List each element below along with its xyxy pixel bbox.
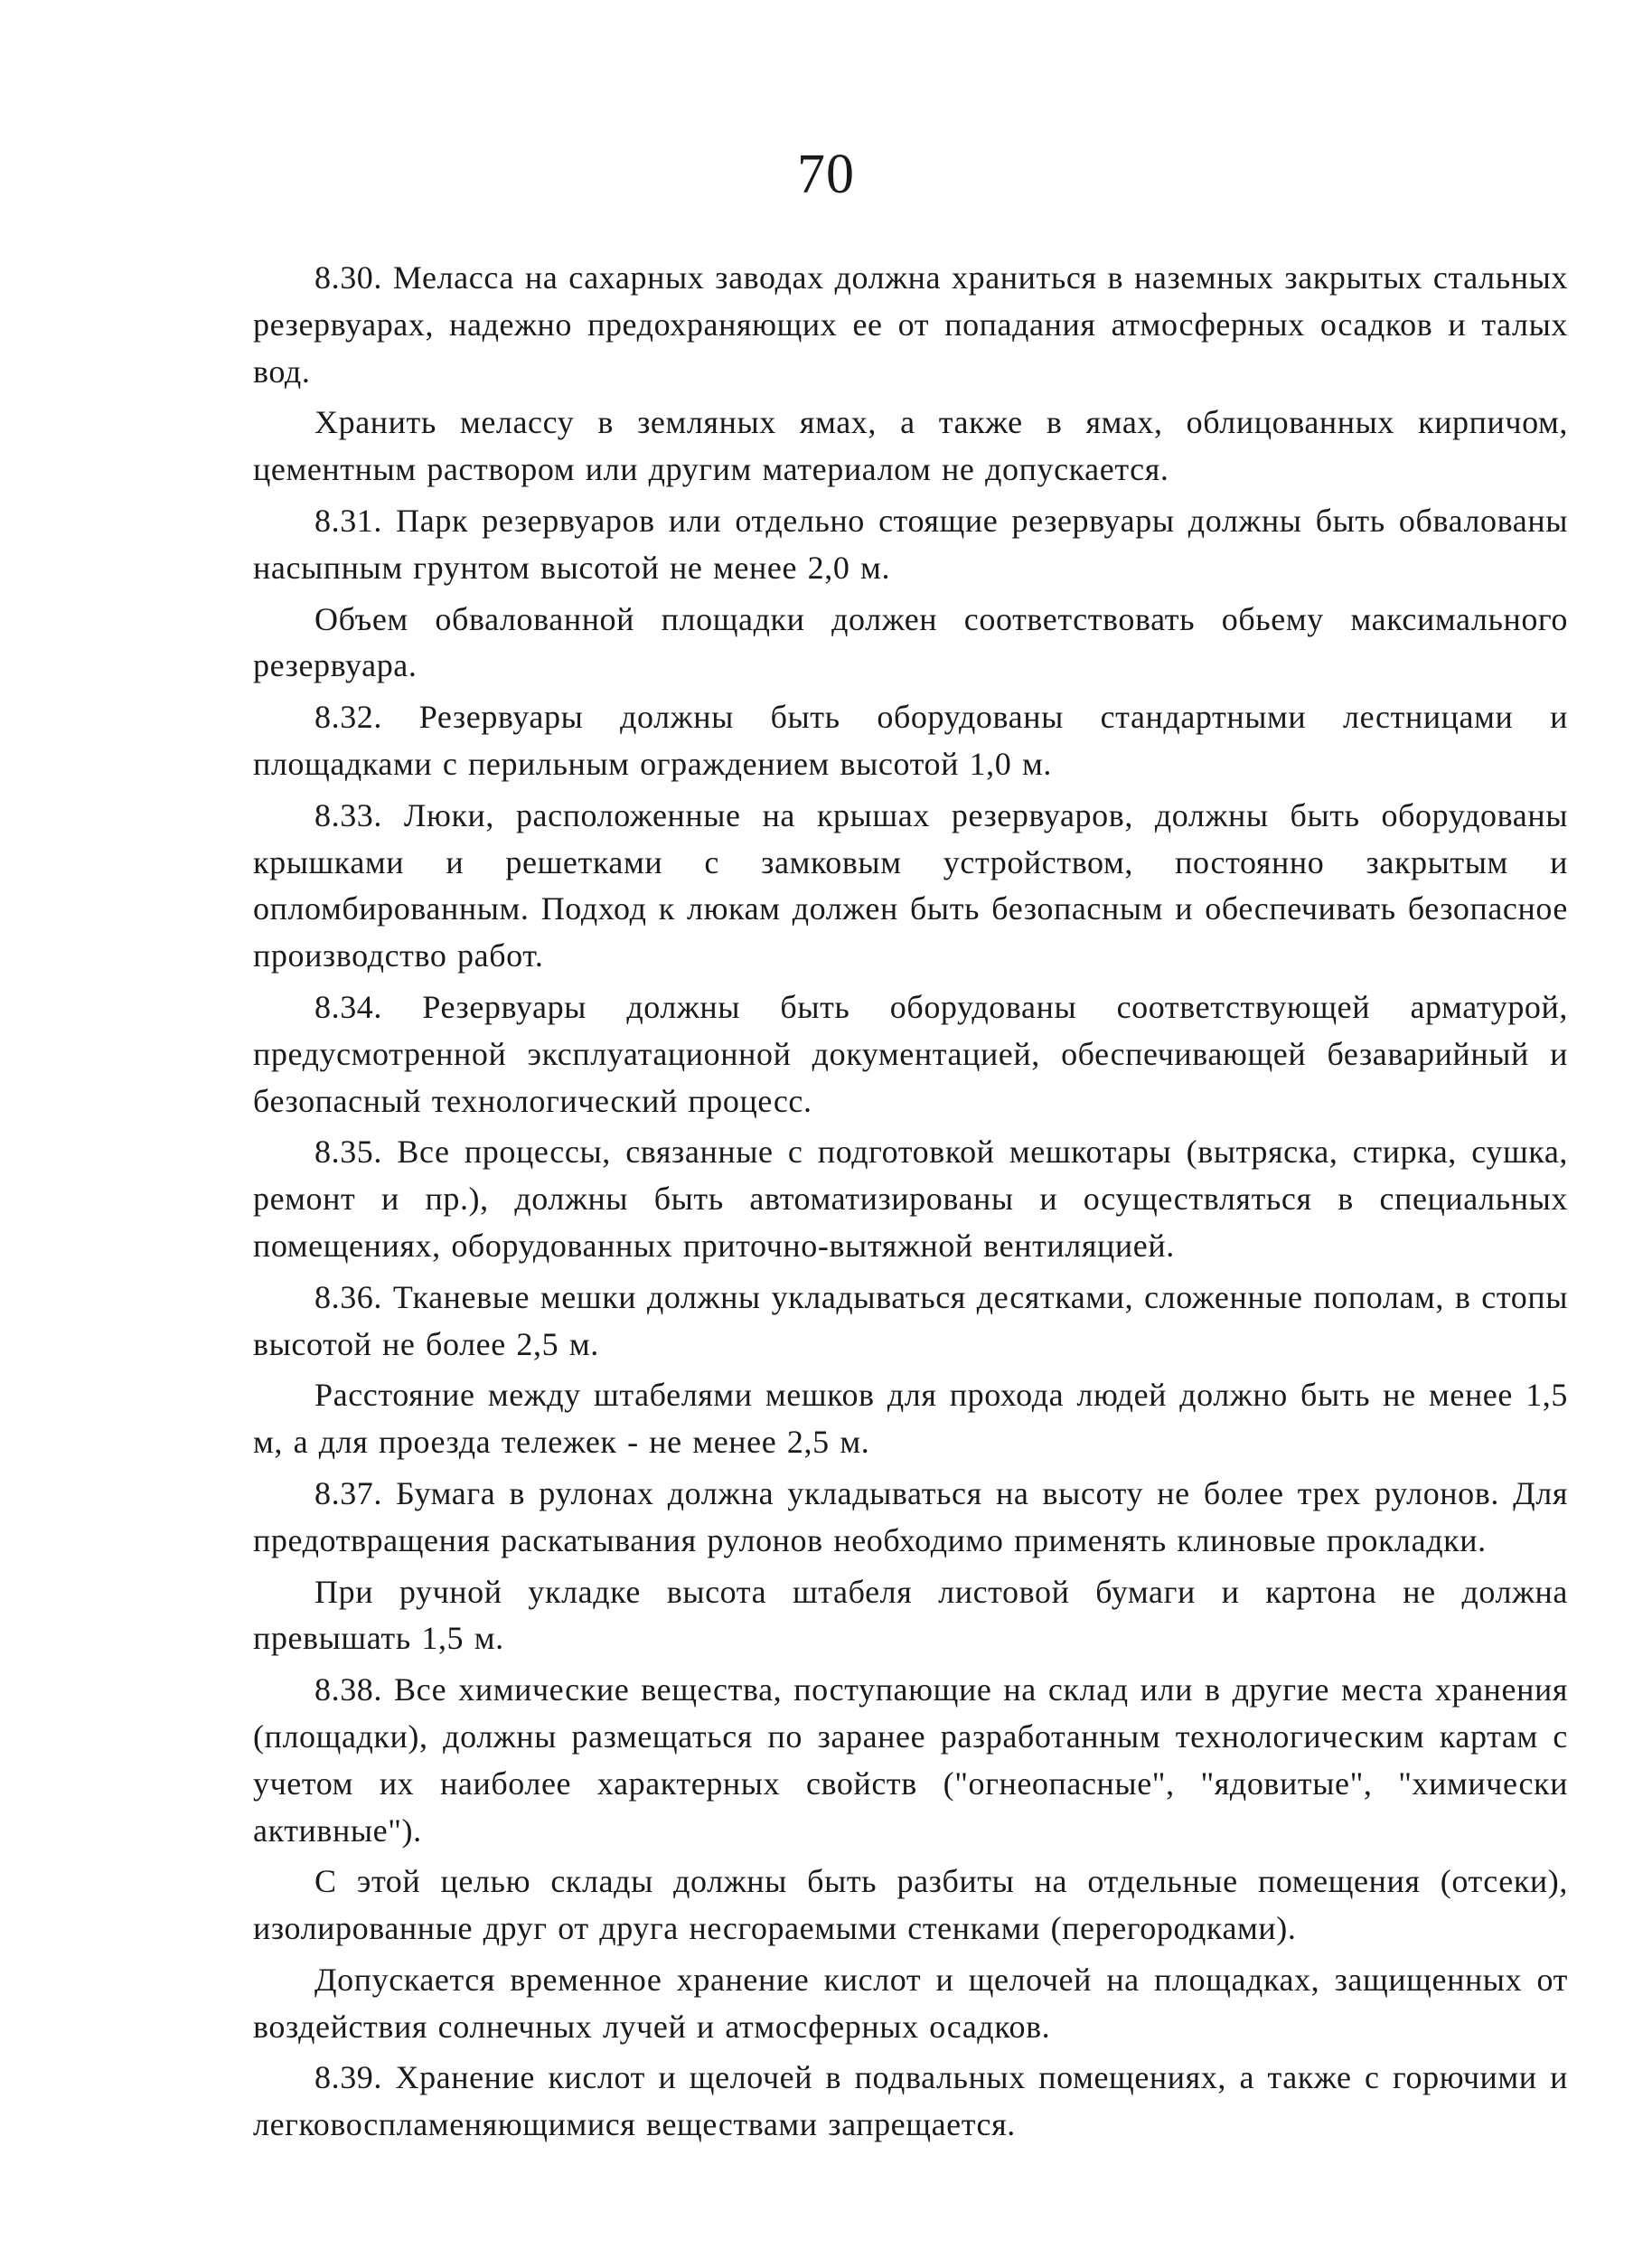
paragraph-8-38: 8.38. Все химические вещества, поступающие на склад или в другие места хранения (площадки), должны размещаться по заранее разработанным технологическим картам с учетом их наиболее характерных свойств ("огнеопасные", "ядовитые", "химически активные").	[253, 1671, 1568, 1849]
page-number: 70	[797, 144, 855, 205]
paragraph-8-30: 8.30. Меласса на сахарных заводах должна храниться в наземных закрытых стальных резервуарах, надежно предохраняющих ее от попадания атмосферных осадков и талых вод.	[253, 259, 1568, 390]
paragraph-8-31: 8.31. Парк резервуаров или отдельно стоящие резервуары должны быть обвалованы насыпным грунтом высотой не менее 2,0 м.	[253, 502, 1568, 586]
paragraph-embankment-volume: Объем обвалованной площадки должен соответствовать обьему максимального резервуара.	[253, 600, 1568, 684]
paragraph-8-39: 8.39. Хранение кислот и щелочей в подвальных помещениях, а также с горючими и легковоспламеняющимися веществами запрещается.	[253, 2059, 1568, 2143]
paragraph-8-34: 8.34. Резервуары должны быть оборудованы соответствующей арматурой, предусмотренной эксплуатационной документацией, обеспечивающей безаварийный и безопасный технологический процесс.	[253, 988, 1568, 1119]
paragraph-compartments: С этой целью склады должны быть разбиты на отдельные помещения (отсеки), изолированные друг от друга несгораемыми стенками (перегородками).	[253, 1863, 1568, 1947]
text-body	[253, 255, 1568, 2149]
paragraph-molasses-pits: Хранить мелассу в земляных ямах, а также в ямах, облицованных кирпичом, цементным раствором или другим материалом не допускается.	[253, 404, 1568, 488]
paragraph-8-33: 8.33. Люки, расположенные на крышах резервуаров, должны быть оборудованы крышками и решетками с замковым устройством, постоянно закрытым и опломбированным. Подход к люкам должен быть безопасным и обеспечивать безопасное производство работ.	[253, 796, 1568, 974]
paragraph-temporary-storage: Допускается временное хранение кислот и щелочей на площадках, защищенных от воздействия солнечных лучей и атмосферных осадков.	[253, 1961, 1568, 2045]
paragraph-8-35: 8.35. Все процессы, связанные с подготовкой мешкотары (вытряска, стирка, сушка, ремонт и пр.), должны быть автоматизированы и осуществляться в специальных помещениях, оборудованных приточно-вытяжной вентиляцией.	[253, 1134, 1568, 1264]
paragraph-manual-stacking: При ручной укладке высота штабеля листовой бумаги и картона не должна превышать 1,5 м.	[253, 1573, 1568, 1657]
paragraph-8-32: 8.32. Резервуары должны быть оборудованы стандартными лестницами и площадками с перильным ограждением высотой 1,0 м.	[253, 699, 1568, 782]
paragraph-stack-distance: Расстояние между штабелями мешков для прохода людей должно быть не менее 1,5 м, а для проезда тележек - не менее 2,5 м.	[253, 1377, 1568, 1461]
paragraph-8-37: 8.37. Бумага в рулонах должна укладываться на высоту не более трех рулонов. Для предотвращения раскатывания рулонов необходимо применять клиновые прокладки.	[253, 1474, 1568, 1558]
paragraph-8-36: 8.36. Тканевые мешки должны укладываться десятками, сложенные пополам, в стопы высотой не более 2,5 м.	[253, 1278, 1568, 1362]
